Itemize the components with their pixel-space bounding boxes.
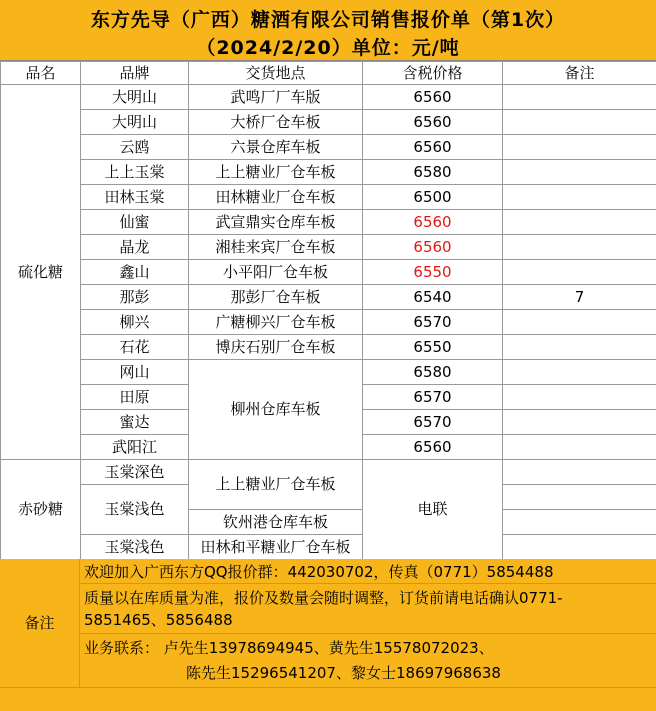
title-line-2: （2024/2/20）单位：元/吨 xyxy=(196,37,460,59)
brand-cell: 田原 xyxy=(81,385,189,410)
location-cell: 上上糖业厂仓车板 xyxy=(189,160,363,185)
location-cell: 田林糖业厂仓车板 xyxy=(189,185,363,210)
brand-cell: 武阳江 xyxy=(81,435,189,460)
table-row xyxy=(1,260,656,285)
note-cell xyxy=(503,535,656,560)
location-cell: 大桥厂仓车板 xyxy=(189,110,363,135)
note-cell xyxy=(503,435,656,460)
location-cell: 湘桂来宾厂仓车板 xyxy=(189,235,363,260)
location-cell: 小平阳厂仓车板 xyxy=(189,260,363,285)
brand-cell: 仙蜜 xyxy=(81,210,189,235)
location-cell: 上上糖业厂仓车板 xyxy=(189,460,363,510)
location-cell: 那彭厂仓车板 xyxy=(189,285,363,310)
price-cell: 6500 xyxy=(363,185,503,210)
price-cell: 电联 xyxy=(363,460,503,560)
price-cell: 6570 xyxy=(363,310,503,335)
brand-cell: 云鸥 xyxy=(81,135,189,160)
table-row xyxy=(1,135,656,160)
price-cell: 6540 xyxy=(363,285,503,310)
note-cell xyxy=(503,510,656,535)
brand-cell: 鑫山 xyxy=(81,260,189,285)
note-cell xyxy=(503,235,656,260)
brand-cell: 晶龙 xyxy=(81,235,189,260)
location-cell: 柳州仓库车板 xyxy=(189,360,363,460)
price-cell: 6560 xyxy=(363,85,503,110)
price-cell: 6550 xyxy=(363,335,503,360)
product-name-cell: 硫化糖 xyxy=(1,85,81,460)
brand-cell: 玉棠深色 xyxy=(81,460,189,485)
note-cell xyxy=(503,85,656,110)
table-row xyxy=(1,285,656,310)
footer-contact-line-1: 业务联系： 卢先生13978694945、黄先生15578072023、 xyxy=(84,639,494,657)
note-cell xyxy=(503,410,656,435)
location-cell: 博庆石别厂仓车板 xyxy=(189,335,363,360)
footer-contact-line-2: 陈先生15296541207、黎女士18697968638 xyxy=(186,664,501,682)
note-cell xyxy=(503,460,656,485)
note-cell xyxy=(503,335,656,360)
location-cell: 武宣鼎实仓库车板 xyxy=(189,210,363,235)
header-note: 备注 xyxy=(503,62,656,85)
brand-cell: 大明山 xyxy=(81,110,189,135)
brand-cell: 那彭 xyxy=(81,285,189,310)
footer-quality-line: 质量以在库质量为准，报价及数量会随时调整，订货前请电话确认0771- xyxy=(84,589,563,607)
price-cell: 6550 xyxy=(363,260,503,285)
footer-notes xyxy=(0,559,656,711)
footer-label: 备注 xyxy=(0,559,80,688)
table-row xyxy=(1,460,656,485)
note-cell xyxy=(503,110,656,135)
brand-cell: 网山 xyxy=(81,360,189,385)
brand-cell: 玉棠浅色 xyxy=(81,535,189,560)
table-row xyxy=(1,335,656,360)
note-cell xyxy=(503,310,656,335)
title-line-1: 东方先导（广西）糖酒有限公司销售报价单（第1次） xyxy=(90,9,566,31)
note-cell xyxy=(503,260,656,285)
note-cell xyxy=(503,360,656,385)
price-cell: 6560 xyxy=(363,210,503,235)
footer-qq-line: 欢迎加入广西东方QQ报价群：442030702，传真（0771）5854488 xyxy=(84,563,554,581)
table-row xyxy=(1,85,656,110)
price-table xyxy=(0,61,656,560)
header-location: 交货地点 xyxy=(189,62,363,85)
table-row xyxy=(1,360,656,385)
price-cell: 6560 xyxy=(363,235,503,260)
price-cell: 6570 xyxy=(363,410,503,435)
brand-cell: 蜜达 xyxy=(81,410,189,435)
price-cell: 6560 xyxy=(363,135,503,160)
location-cell: 钦州港仓库车板 xyxy=(189,510,363,535)
price-cell: 6560 xyxy=(363,435,503,460)
table-row xyxy=(1,185,656,210)
price-cell: 6560 xyxy=(363,110,503,135)
header-price: 含税价格 xyxy=(363,62,503,85)
table-row xyxy=(1,235,656,260)
header-brand: 品牌 xyxy=(81,62,189,85)
note-cell xyxy=(503,485,656,510)
title-banner xyxy=(0,0,656,61)
note-cell xyxy=(503,385,656,410)
price-cell: 6580 xyxy=(363,360,503,385)
location-cell: 田林和平糖业厂仓车板 xyxy=(189,535,363,560)
note-cell xyxy=(503,135,656,160)
price-cell: 6570 xyxy=(363,385,503,410)
note-cell xyxy=(503,185,656,210)
brand-cell: 田林玉棠 xyxy=(81,185,189,210)
note-cell xyxy=(503,210,656,235)
table-row xyxy=(1,110,656,135)
brand-cell: 玉棠浅色 xyxy=(81,485,189,535)
footer-phone-line: 5851465、5856488 xyxy=(84,611,233,629)
brand-cell: 石花 xyxy=(81,335,189,360)
note-cell: 7 xyxy=(503,285,656,310)
brand-cell: 上上玉棠 xyxy=(81,160,189,185)
table-header-row xyxy=(1,62,656,85)
note-cell xyxy=(503,160,656,185)
table-row xyxy=(1,535,656,560)
product-name-cell: 赤砂糖 xyxy=(1,460,81,560)
table-row xyxy=(1,210,656,235)
brand-cell: 柳兴 xyxy=(81,310,189,335)
header-product: 品名 xyxy=(1,62,81,85)
table-row xyxy=(1,310,656,335)
location-cell: 武鸣厂厂车版 xyxy=(189,85,363,110)
brand-cell: 大明山 xyxy=(81,85,189,110)
price-cell: 6580 xyxy=(363,160,503,185)
table-row xyxy=(1,160,656,185)
location-cell: 六景仓库车板 xyxy=(189,135,363,160)
location-cell: 广糖柳兴厂仓车板 xyxy=(189,310,363,335)
